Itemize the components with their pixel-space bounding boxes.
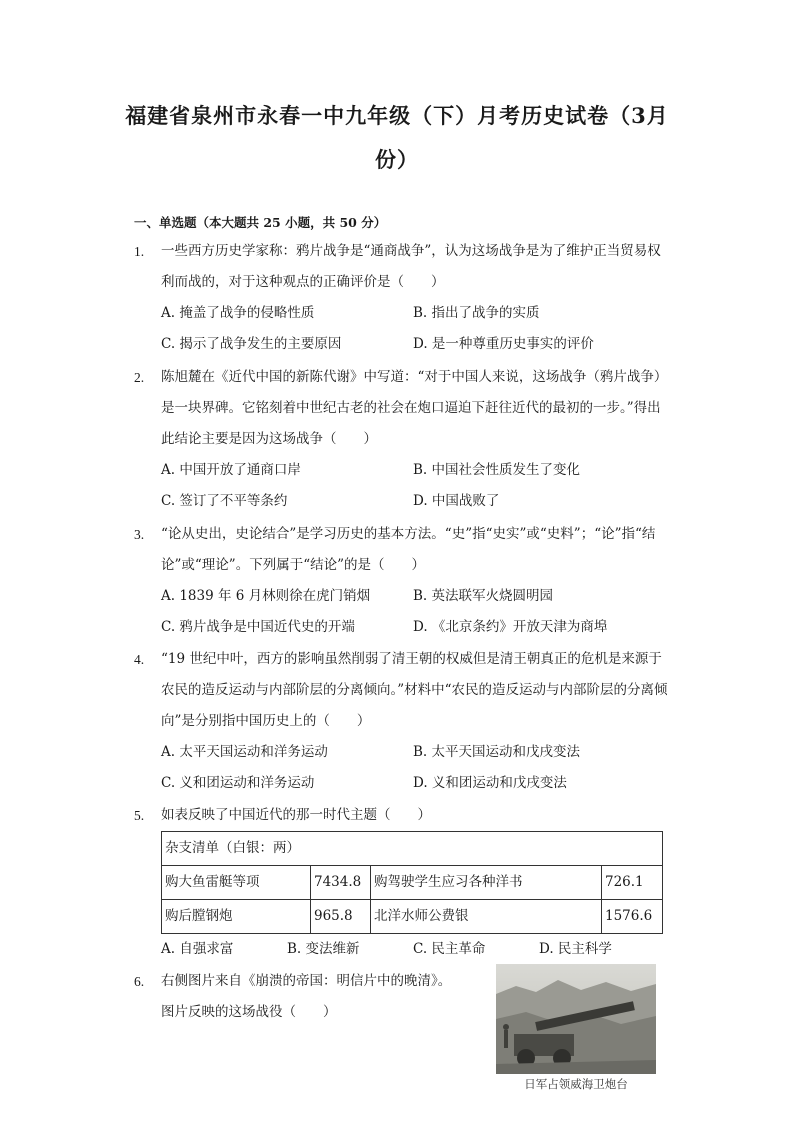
option-d: D. 中国战败了 [413,493,500,509]
battle-photo-image [496,964,656,1092]
option-a: A. 中国开放了通商口岸 [161,462,301,478]
question-1 [134,236,674,360]
question-number: 5. [134,808,145,823]
option-b: B. 变法维新 [287,941,360,957]
option-c: C. 鸦片战争是中国近代史的开端 [161,619,355,635]
question-2 [134,362,674,517]
question-5 [134,800,674,965]
option-d: D. 是一种尊重历史事实的评价 [413,336,594,352]
option-c: C. 签订了不平等条约 [161,493,288,509]
question-stem: “论从史出，史论结合”是学习历史的基本方法。“史”指“史实”或“史料”；“论”指“结论”或“理论”。下列属于“结论”的是（ ） [161,526,656,573]
option-b: B. 指出了战争的实质 [413,305,540,321]
option-c: C. 民主革命 [413,941,486,957]
option-a: A. 太平天国运动和洋务运动 [161,744,328,760]
option-c: C. 义和团运动和洋务运动 [161,775,315,791]
table-cell: 965.8 [311,900,371,934]
question-stem-line-1: 右侧图片来自《崩溃的帝国：明信片中的晚清》。 [161,973,452,989]
options [161,298,674,360]
title-line-2: 份） [375,147,419,172]
option-c: C. 揭示了战争发生的主要原因 [161,336,342,352]
option-b: B. 中国社会性质发生了变化 [413,462,581,478]
question-number: 1. [134,244,145,259]
question-4 [134,644,674,799]
exam-title [100,94,694,182]
table-row [162,866,663,900]
battle-photo [496,964,656,1092]
question-3 [134,519,674,643]
title-line-1: 福建省泉州市永春一中九年级（下）月考历史试卷（3月 [125,103,669,128]
option-d: D. 义和团运动和戊戌变法 [413,775,567,791]
options [161,455,674,517]
expense-table [161,831,663,934]
options [161,934,674,965]
option-d: D. 民主科学 [539,941,612,957]
options [161,737,674,799]
question-number: 6. [134,974,145,989]
question-number: 4. [134,652,145,667]
option-a: A. 1839 年 6 月林则徐在虎门销烟 [161,588,371,604]
option-b: B. 英法联军火烧圆明园 [413,588,554,604]
table-cell: 购大鱼雷艇等项 [162,866,311,900]
table-header: 杂支清单（白银：两） [162,832,663,866]
question-stem: 如表反映了中国近代的那一时代主题（ ） [161,807,431,823]
question-number: 2. [134,370,145,385]
table-cell: 7434.8 [311,866,371,900]
options [161,581,674,643]
question-stem: 一些西方历史学家称：鸦片战争是“通商战争”，认为这场战争是为了维护正当贸易权利而战的，对于这种观点的正确评价是（ ） [161,243,661,290]
option-a: A. 自强求富 [161,941,234,957]
question-6 [134,966,494,1028]
question-stem: 陈旭麓在《近代中国的新陈代谢》中写道：“对于中国人来说，这场战争（鸦片战争）是一块界碑。它铭刻着中世纪古老的社会在炮口逼迫下赶往近代的最初的一步。”得出此结论主要是因为这场战争（ ） [161,369,668,447]
table-cell: 726.1 [602,866,663,900]
question-stem: “19 世纪中叶，西方的影响虽然削弱了清王朝的权威但是清王朝真正的危机是来源于农民的造反运动与内部阶层的分离倾向。”材料中“农民的造反运动与内部阶层的分离倾向”是分别指中国历史上的（ ） [161,651,668,729]
table-cell: 购驾驶学生应习各种洋书 [371,866,602,900]
question-number: 3. [134,527,145,542]
table-row [162,900,663,934]
question-stem-line-2: 图片反映的这场战役（ ） [161,1004,337,1020]
table-cell: 北洋水师公费银 [371,900,602,934]
section-heading: 一、单选题（本大题共 25 小题，共 50 分） [134,215,387,230]
option-d: D. 《北京条约》开放天津为商埠 [413,619,608,635]
photo-caption: 日军占领威海卫炮台 [524,1077,628,1091]
table-cell: 1576.6 [602,900,663,934]
option-b: B. 太平天国运动和戊戌变法 [413,744,581,760]
option-a: A. 掩盖了战争的侵略性质 [161,305,315,321]
table-cell: 购后膛钢炮 [162,900,311,934]
table-header-row [162,832,663,866]
